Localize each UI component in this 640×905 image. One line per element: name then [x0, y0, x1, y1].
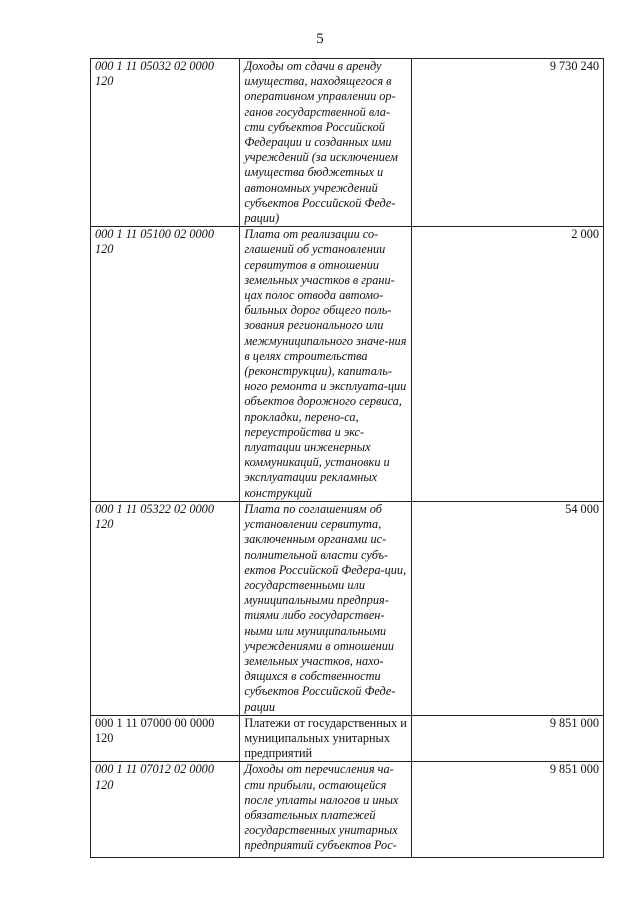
description-cell: Доходы от сдачи в аренду имущества, находящегося в оперативном управлении ор-ганов государственной вла-сти субъектов Российской Федерации и созданных ими учреждений (за исключением имущества бюджетных и автономных учреждений субъектов Российской Феде-рации) — [240, 59, 412, 227]
amount-cell: 9 730 240 — [412, 59, 604, 227]
budget-code-cell: 000 1 11 05032 02 0000 120 — [91, 59, 240, 227]
page-number: 5 — [316, 31, 324, 47]
table-row — [91, 227, 604, 502]
budget-code-cell: 000 1 11 07000 00 0000 120 — [91, 715, 240, 762]
table-row — [91, 501, 604, 715]
budget-code-cell: 000 1 11 05100 02 0000 120 — [91, 227, 240, 502]
budget-revenue-table — [90, 58, 604, 858]
table-row — [91, 762, 604, 858]
amount-cell: 9 851 000 — [412, 762, 604, 858]
amount-cell: 9 851 000 — [412, 715, 604, 762]
budget-code-cell: 000 1 11 05322 02 0000 120 — [91, 501, 240, 715]
table-row — [91, 59, 604, 227]
description-cell: Плата от реализации со-глашений об установлении сервитутов в отношении земельных участков в грани-цах полос отвода автомо-бильных дорог общего поль-зования регионального или межмуниципального значе-ния в целях строительства (реконструкции), капиталь-ного ремонта и эксплуата-ции объектов дорожного сервиса, прокладки, перено-са, переустройства и экс-плуатации инженерных коммуникаций, установки и эксплуатации рекламных конструкций — [240, 227, 412, 502]
description-cell: Плата по соглашениям об установлении сервитута, заключенным органами ис-полнительной власти субъ-ектов Российской Федера-ции, государственными или муниципальными предприя-тиями либо государствен-ными или муниципальными учреждениями в отношении земельных участков, нахо-дящихся в собственности субъектов Российской Феде-рации — [240, 501, 412, 715]
table-row — [91, 715, 604, 762]
description-cell: Платежи от государственных и муниципальных унитарных предприятий — [240, 715, 412, 762]
description-cell: Доходы от перечисления ча-сти прибыли, остающейся после уплаты налогов и иных обязательных платежей государственных унитарных предприятий субъектов Рос- — [240, 762, 412, 858]
amount-cell: 54 000 — [412, 501, 604, 715]
amount-cell: 2 000 — [412, 227, 604, 502]
budget-code-cell: 000 1 11 07012 02 0000 120 — [91, 762, 240, 858]
